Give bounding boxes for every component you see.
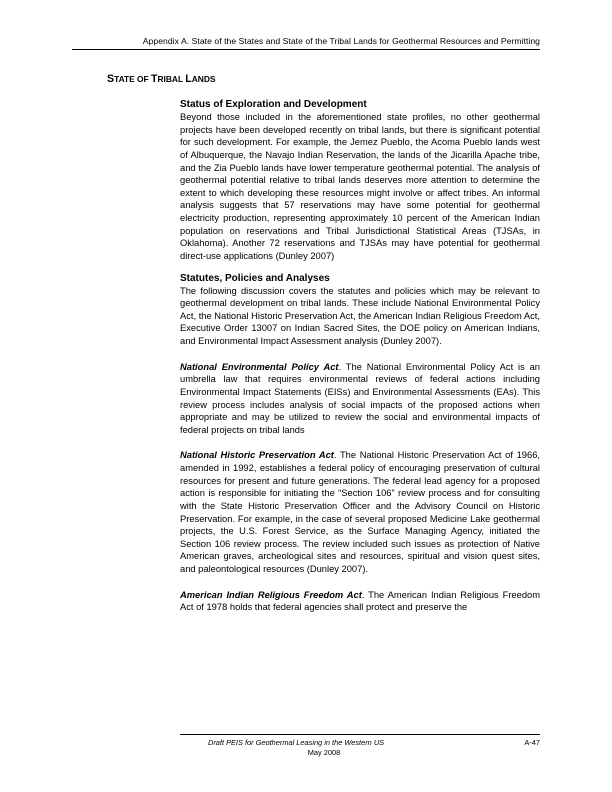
running-footer [180,734,540,758]
section-title-initial-l: L [185,73,192,85]
section-title-part-ribal: RIBAL [157,74,186,84]
section-title [107,73,215,85]
section-title-initial-s: S [107,73,115,85]
paragraph-airfa [180,589,540,614]
paragraph-exploration: Beyond those included in the aforementioned state profiles, no other geothermal projects have been developed recently on tribal lands, but there is significant potential for such development. For example, the Jemez Pueblo, the Acoma Pueblo lands west of Albuquerque, the Navajo Indian Reservation, the lands of the Jicarilla Apache tribe, and the Zia Pueblo lands have lower temperature geothermal potential. The analysis of geothermal potential relative to tribal lands deserves more attention to determine the extent to which developing these resources might involve or affect tribes. An informal analysis suggests that 57 reservations may have some potential for geothermal electricity production, representing approximately 10 percent of the American Indian population on reservations and Tribal Jurisdictional Statistical Areas (TJSAs, in Oklahoma). Another 72 reservations and TJSAs may have potential for geothermal direct-use applications (Dunley 2007) [180,112,540,261]
paragraph-nepa [180,361,540,437]
heading-exploration: Status of Exploration and Development [180,99,367,110]
footer-page-number: A-47 [524,738,540,747]
text-nhpa: . The National Historic Preservation Act of 1966, amended in 1992, establishes a federal policy of encouraging preservation of cultural resources for present and future generations. The federal lead agency for a proposed action is responsible for initiating the “Section 106” review process and for consulting with the State Historic Preservation Officer and the Advisory Council on Historic Preservation. For example, in the case of several proposed Medicine Lake geothermal projects, the U.S. Forest Service, as the Surface Managing Agency, initiated the Section 106 review process. The review included such issues as protection of Native American graves, archeological sites and resources, spiritual and vision quest sites, and paleontological resources (Dunley 2007). [180,450,540,574]
footer-date: May 2008 [307,748,341,757]
lead-nhpa: National Historic Preservation Act [180,450,334,461]
text-airfa: . The American Indian Religious Freedom Act of 1978 holds that federal agencies shall protect and preserve the [180,589,540,613]
heading-statutes: Statutes, Policies and Analyses [180,272,330,284]
section-title-part-tate-of: TATE OF [114,74,151,84]
paragraph-nhpa [180,449,540,575]
lead-nepa: National Environmental Policy Act [180,361,339,372]
section-title-initial-t: T [150,73,158,85]
section-title-part-ands: ANDS [191,74,216,84]
running-header: Appendix A. State of the States and State of the Tribal Lands for Geothermal Resources and Permitting [72,36,540,50]
footer-document-title: Draft PEIS for Geothermal Leasing in the Western US [208,738,385,747]
lead-airfa: American Indian Religious Freedom Act [180,589,362,600]
paragraph-statutes: The following discussion covers the statutes and policies which may be relevant to geothermal development on tribal lands. These include National Environmental Policy Act, the National Historic Preservation Act, the American Indian Religious Freedom Act, Executive Order 13007 on Indian Sacred Sites, the DOE policy on American Indians, and Environmental Impact Assessment analysis (Dunley 2007). [180,285,540,346]
text-nepa: . The National Environmental Policy Act is an umbrella law that requires environmental reviews of federal actions including Environmental Impact Statements (EISs) and Environmental Assessments (EAs). This review process includes analysis of social impacts of the proposed actions when appropriate and may be utilized to review the social and environmental impacts of federal projects on tribal lands [180,361,541,435]
body-content [180,98,540,614]
